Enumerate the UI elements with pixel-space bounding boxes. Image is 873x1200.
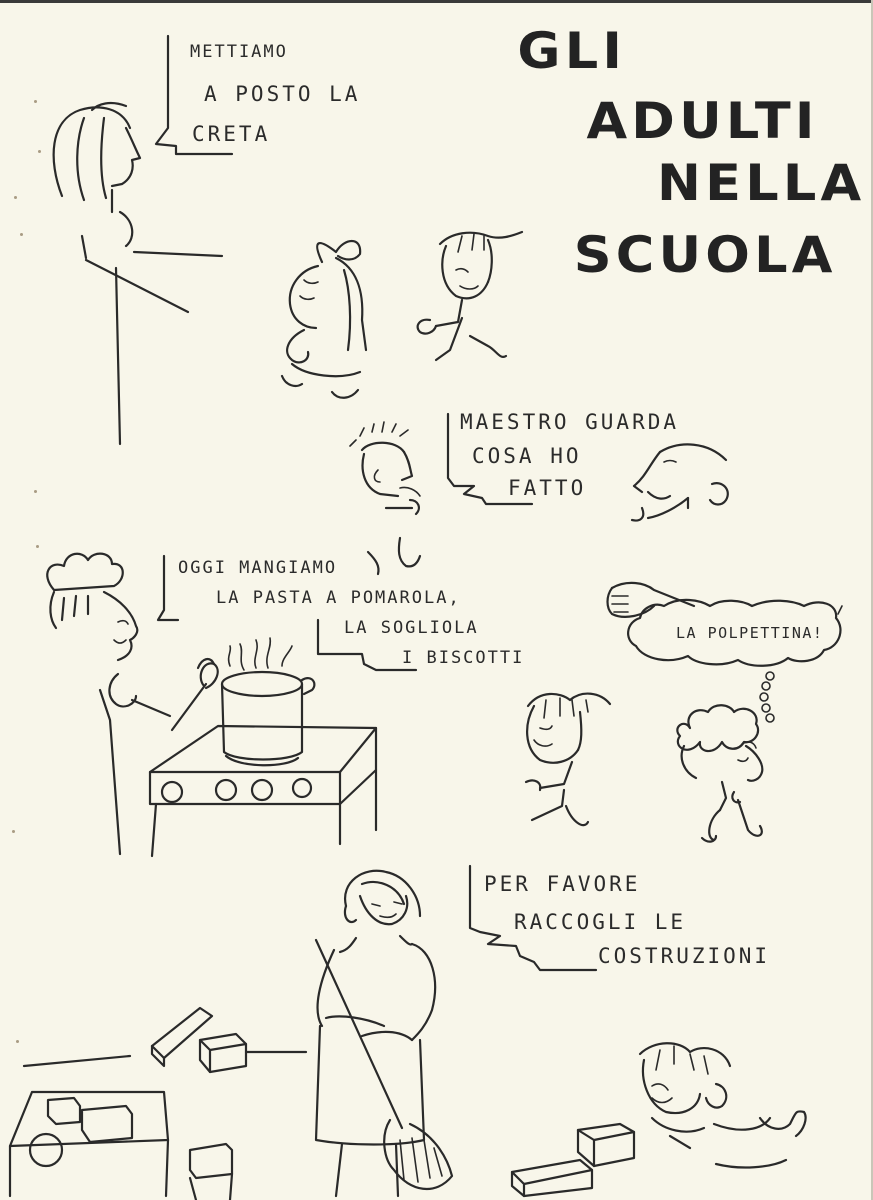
speech-tidy-line3: COSTRUZIONI <box>598 944 771 968</box>
speech-clay-line1: METTIAMO <box>190 42 288 62</box>
speech-cook-line4: I BISCOTTI <box>402 648 525 668</box>
speech-cook-line1: OGGI MANGIAMO <box>178 558 338 578</box>
child-crawling <box>640 1043 806 1167</box>
stove-with-pot <box>150 638 376 856</box>
speech-teacher-line3: FATTO <box>508 476 587 500</box>
speech-teacher-line1: MAESTRO GUARDA <box>460 410 680 434</box>
speech-teacher-line2: COSA HO <box>472 444 582 468</box>
woman-with-broom <box>316 871 452 1196</box>
speech-clay-line3: CRETA <box>192 122 271 146</box>
title-word-gli: GLI <box>517 22 627 80</box>
speech-cook-line3: LA SOGLIOLA <box>344 618 479 638</box>
cook <box>47 554 170 854</box>
title-word-adulti: ADULTI <box>586 92 819 150</box>
curly-haired-child <box>677 705 762 841</box>
boy-running <box>418 232 522 360</box>
child-smiling <box>526 694 610 826</box>
speech-cook-line2: LA PASTA A POMAROLA, <box>216 588 461 608</box>
thought-cloud <box>628 600 842 722</box>
thought-text: LA POLPETTINA! <box>676 624 824 642</box>
title-word-nella: NELLA <box>657 154 866 212</box>
girl-with-bow <box>282 241 366 398</box>
speech-tidy-line1: PER FAVORE <box>484 872 641 896</box>
speech-tidy-line2: RACCOGLI LE <box>514 910 687 934</box>
boy-spiky-hair <box>350 422 420 574</box>
toy-blocks-right <box>512 1124 634 1196</box>
toy-blocks-left <box>10 1008 306 1200</box>
title-word-scuola: SCUOLA <box>573 226 837 284</box>
teacher-face <box>632 444 728 520</box>
speech-clay-line2: A POSTO LA <box>204 82 361 106</box>
